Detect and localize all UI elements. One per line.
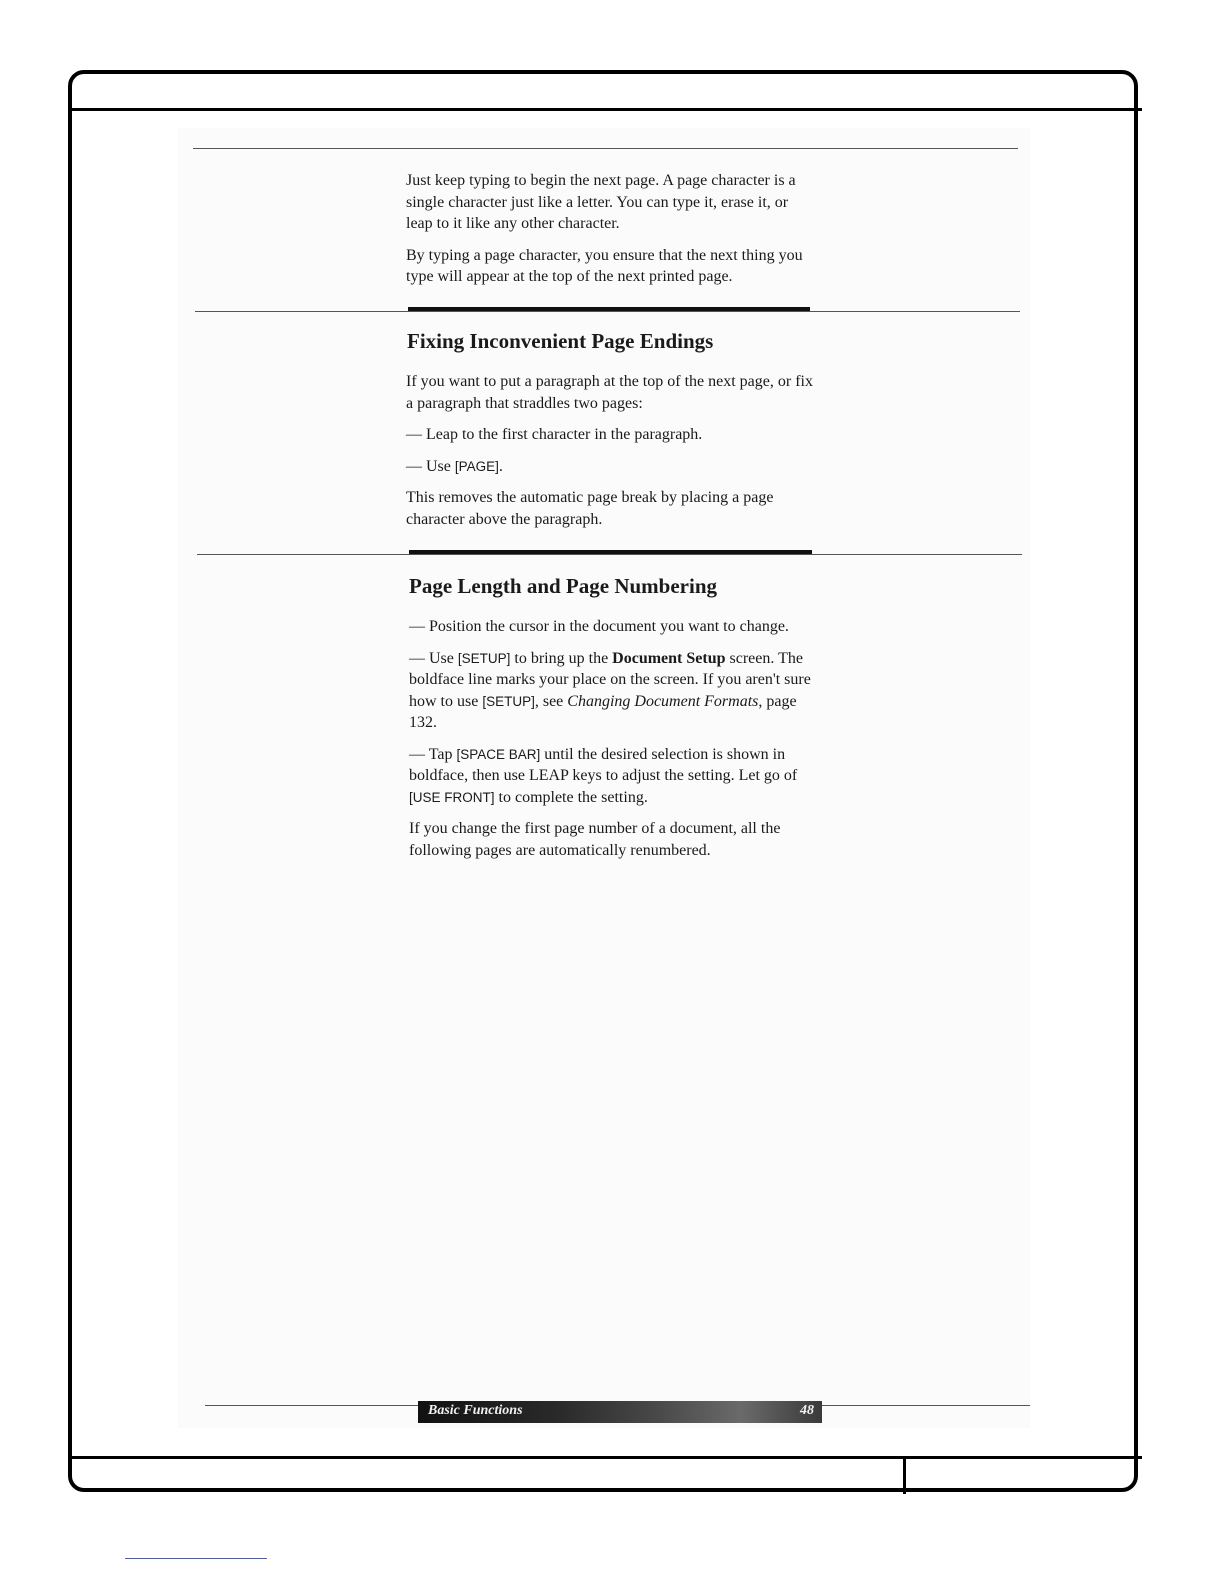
section-intro-text <box>406 170 818 298</box>
key-label: [SETUP] <box>457 650 511 666</box>
heading-rule <box>409 550 812 554</box>
section-heading: Page Length and Page Numbering <box>409 574 718 598</box>
footer-bar <box>418 1401 822 1423</box>
paragraph: This removes the automatic page break by placing a page character above the paragraph. <box>406 489 774 528</box>
step-item: — Use [SETUP] to bring up the Document Setup screen. The boldface line marks your place on the screen. If you aren't sure how to use [SETUP], see Changing Document Formats, page 132. <box>409 649 811 731</box>
step-item: — Use [PAGE]. <box>406 457 503 475</box>
section-rule <box>197 554 1022 555</box>
section-rule <box>195 311 1020 312</box>
frame-footer-rule <box>70 1456 1142 1459</box>
section-rule-top <box>193 148 1018 149</box>
step-item: — Leap to the first character in the paragraph. <box>406 426 703 443</box>
frame-header-rule <box>70 108 1142 111</box>
section-heading: Fixing Inconvenient Page Endings <box>407 329 714 353</box>
frame-footer-divider <box>903 1458 906 1494</box>
key-label: [SETUP] <box>482 693 535 709</box>
step-item: — Tap [SPACE BAR] until the desired selection is shown in boldface, then use LEAP keys to adjust the setting. Let go of [USE FRONT] to complete the setting. <box>409 745 798 806</box>
bottom-underline <box>125 1558 267 1559</box>
section-body <box>406 371 818 540</box>
key-label: [PAGE] <box>454 458 499 474</box>
section-body <box>409 616 821 871</box>
footer-section-title: Basic Functions <box>428 1403 523 1418</box>
paragraph: If you want to put a paragraph at the top of the next page, or fix a paragraph that straddles two pages: <box>406 373 813 412</box>
key-label: [USE FRONT] <box>409 789 495 805</box>
key-label: [SPACE BAR] <box>456 746 541 762</box>
step-item: — Position the cursor in the document you want to change. <box>409 618 789 635</box>
page-number: 48 <box>800 1403 814 1418</box>
paragraph: By typing a page character, you ensure that the next thing you type will appear at the top of the next printed page. <box>406 246 803 285</box>
paragraph: Just keep typing to begin the next page. A page character is a single character just like a letter. You can type it, erase it, or leap to it like any other character. <box>406 172 796 232</box>
paragraph: If you change the first page number of a document, all the following pages are automatically renumbered. <box>409 820 781 859</box>
heading-rule <box>408 307 810 311</box>
